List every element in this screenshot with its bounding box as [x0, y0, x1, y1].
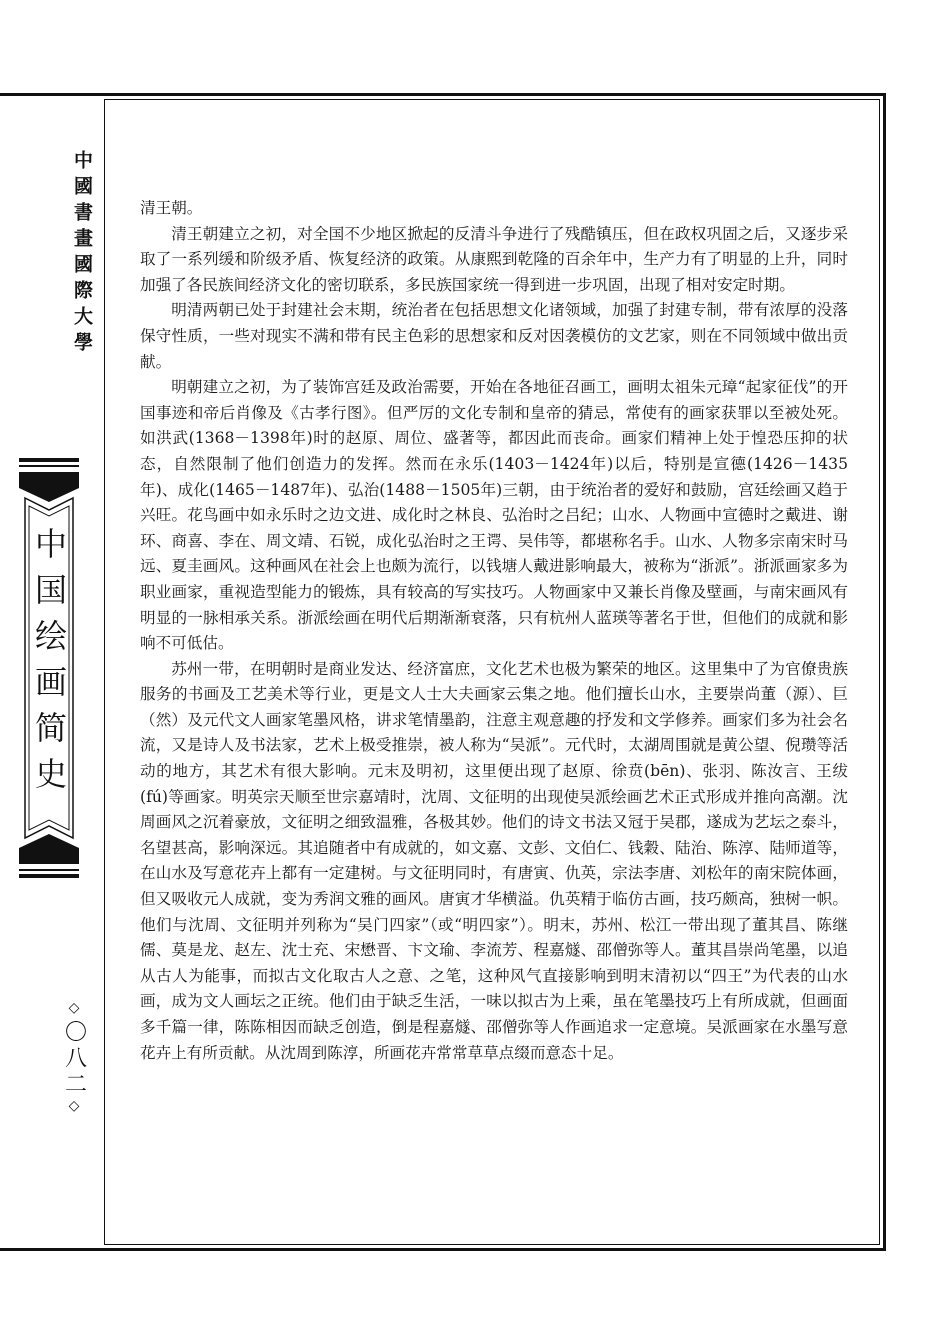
diamond-icon: ◇: [66, 1098, 82, 1118]
paragraph: 清王朝建立之初，对全国不少地区掀起的反清斗争进行了残酷镇压，但在政权巩固之后，又逐步采取了一系列缓和阶级矛盾、恢复经济的政策。从康熙到乾隆的百余年中，生产力有了明显的上升，同时加强了各民族间经济文化的密切联系，多民族国家统一得到进一步巩固，出现了相对安定时期。: [140, 224, 848, 294]
book-title-banner: [17, 458, 81, 878]
paragraph: 苏州一带，在明朝时是商业发达、经济富庶，文化艺术也极为繁荣的地区。这里集中了为官僚贵族服务的书画及工艺美术等行业，更是文人士大夫画家云集之地。他们擅长山水，主要崇尚董（源）、巨（然）及元代文人画家笔墨风格，讲求笔情墨韵，注意主观意趣的抒发和文学修养。画家们多为社会名流，又是诗人及书法家，艺术上极受推崇，被人称为“吴派”。元代时，太湖周围就是黄公望、倪瓒等活动的地方，其艺术有很大影响。元末及明初，这里便出现了赵原、徐贲(bēn)、张羽、陈汝言、王绂(fú)等画家。明英宗天顺至世宗嘉靖时，沈周、文征明的出现使吴派绘画艺术正式形成并推向高潮。沈周画风之沉着豪放，文征明之细致温雅，各极其妙。他们的诗文书法又冠于吴郡，遂成为艺坛之泰斗，名望甚高，影响深远。其追随者中有成就的，如文嘉、文彭、文伯仁、钱穀、陆治、陈淳、陆师道等，在山水及写意花卉上都有一定建树。与文征明同时，有唐寅、仇英，宗法李唐、刘松年的南宋院体画，但又吸收元人成就，变为秀润文雅的画风。唐寅才华横溢。仇英精于临仿古画，技巧颇高，独树一帜。他们与沈周、文征明并列称为“吴门四家”（或“明四家”）。明末，苏州、松江一带出现了董其昌、陈继儒、莫是龙、赵左、沈士充、宋懋晋、卞文瑜、李流芳、程嘉燧、邵僧弥等人。董其昌崇尚笔墨，以追从古人为能事，而拟古文化取古人之意、之笔，这种风气直接影响到明末清初以“四王”为代表的山水画，成为文人画坛之正统。他们由于缺乏生活，一味以拟古为上乘，虽在笔墨技巧上有所成就，但画面多千篇一律，陈陈相因而缺乏创造，倒是程嘉燧、邵僧弥等人作画追求一定意境。吴派画家在水墨写意花卉上有所贡献。从沈周到陈淳，所画花卉常常草草点缀而意态十足。: [140, 659, 848, 1062]
paragraph: 清王朝。: [140, 199, 203, 217]
book-title: 中国绘画简史: [30, 527, 68, 803]
page-number-text: 〇八二: [61, 1020, 87, 1098]
institution-name: 中國書畫國際大學: [71, 150, 93, 358]
paragraph: 明朝建立之初，为了装饰宫廷及政治需要，开始在各地征召画工，画明太祖朱元璋“起家征伐”的开国事迹和帝后肖像及《古孝行图》。但严厉的文化专制和皇帝的猜忌，常使有的画家获罪以至被处死。如洪武(1368－1398年)时的赵原、周位、盛著等，都因此而丧命。画家们精神上处于惶恐压抑的状态，自然限制了他们创造力的发挥。然而在永乐(1403－1424年)以后，特别是宣德(1426－1435年)、成化(1465－1487年)、弘治(1488－1505年)三朝，由于统治者的爱好和鼓励，宫廷绘画又趋于兴旺。花鸟画中如永乐时之边文进、成化时之林良、弘治时之吕纪；山水、人物画中宣德时之戴进、谢环、商喜、李在、周文靖、石锐，成化弘治时之王谔、吴伟等，都堪称名手。山水、人物多宗南宋时马远、夏圭画风。这种画风在社会上也颇为流行，以钱塘人戴进影响最大，被称为“浙派”。浙派画家多为职业画家，重视造型能力的锻炼，具有较高的写实技巧。人物画家中又兼长肖像及壁画，与南宋画风有明显的一脉相承关系。浙派绘画在明代后期渐渐衰落，只有杭州人蓝瑛等著名于世，但他们的成就和影响不可低估。: [140, 378, 848, 653]
diamond-icon: ◇: [66, 1000, 82, 1020]
body-text: [140, 196, 848, 1066]
paragraph: 明清两朝已处于封建社会末期，统治者在包括思想文化诸领域，加强了封建专制，带有浓厚的没落保守性质，一些对现实不满和带有民主色彩的思想家和反对因袭模仿的文艺家，则在不同领域中做出贡献。: [140, 301, 848, 371]
page-number: [54, 1000, 94, 1118]
